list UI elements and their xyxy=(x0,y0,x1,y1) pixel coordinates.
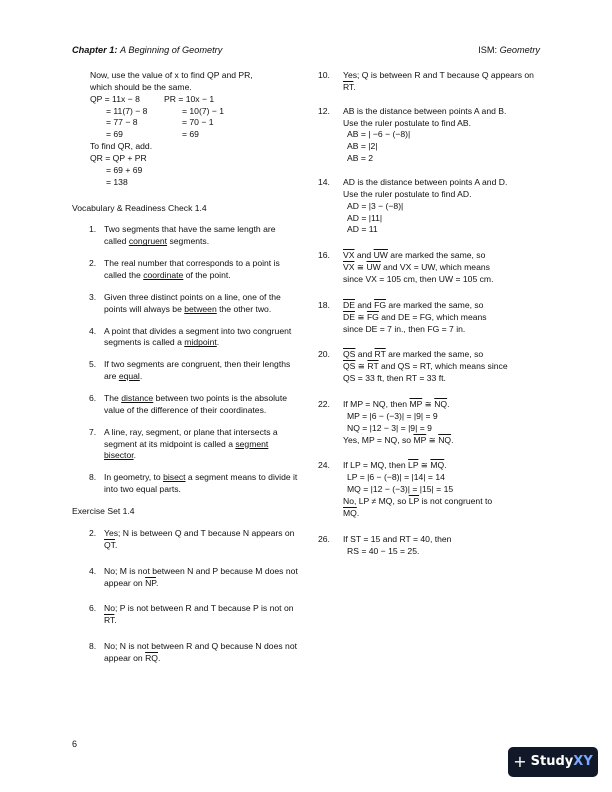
vocab-item: 8. In geometry, to bisect a segment means to divide it into two equal parts. xyxy=(89,472,298,495)
exercise-heading: Exercise Set 1.4 xyxy=(72,506,135,517)
qr-calculation: To find QR, add. QR = QP + PR = 69 + 69 = 138 xyxy=(90,141,153,187)
chapter-label: Chapter 1: xyxy=(72,45,118,55)
vocab-list xyxy=(72,224,298,496)
exercise-20: 20. $\overline{QS}$ and $\overline{RT}$ are marked the same, so $\overline{QS}$ ≅ $\overline{RT}$ and QS = RT, which means since QS = 33 ft, then RT = 33 ft. xyxy=(318,349,508,384)
qp-pr-calculation: QP = 11x − 8 PR = 10x − 1 = 11(7) − 8 = 10(7) − 1 = 77 − 8 = 70 − 1 = 69 = 69 xyxy=(90,93,225,140)
vocab-item: 7. A line, ray, segment, or plane that intersects a segment at its midpoint is called a segment bisector. xyxy=(89,426,278,461)
page-number: 6 xyxy=(72,739,78,749)
logo-text: Study xyxy=(530,754,574,770)
page-header-right xyxy=(478,44,540,57)
chapter-title: A Beginning of Geometry xyxy=(120,45,223,55)
exercise-item: 6. No; P is not between R and T because P is not on $\overline{RT}$. xyxy=(89,603,294,626)
exercise-10: 10. Yes; Q is between R and T because Q appears on $\overline{RT}$. xyxy=(318,70,534,92)
exercise-list xyxy=(72,528,298,665)
intro-text: Now, use the value of x to find QP and PR, which should be the same. xyxy=(90,70,253,92)
exercise-12: 12. AB is the distance between points A and B. Use the ruler postulate to find AB. AB = | −6 − (−8)| AB = |2| AB = 2 xyxy=(318,105,507,164)
exercise-14: 14. AD is the distance between points A and D. Use the ruler postulate to find AD. AD = |3 − (−8)| AD = |11| AD = 11 xyxy=(318,177,508,235)
vocab-item: 6. The distance between two points is the absolute value of the difference of their coordinates. xyxy=(89,393,287,415)
exercise-22: 22. If MP = NQ, then $\overline{MP}$ ≅ $\overline{NQ}$. MP = |6 − (−3)| = |9| = 9 NQ = |12 − 3| = |9| = 9 Yes, MP = NQ, so $\overline{MP}$ ≅ $\overline{NQ}$. xyxy=(318,399,454,445)
ism-title: Geometry xyxy=(499,45,540,55)
ism-label: ISM: xyxy=(478,45,498,55)
vocab-item: 2. The real number that corresponds to a point is called the coordinate of the point. xyxy=(89,258,280,281)
right-column xyxy=(318,70,546,558)
plus-icon: + xyxy=(513,751,527,771)
vocab-item: 1. Two segments that have the same length are called congruent segments. xyxy=(89,224,276,247)
left-column xyxy=(72,70,298,679)
exercise-item: 4. No; M is not between N and P because M does not appear on $\overline{NP}$. xyxy=(89,565,298,588)
page-header-left xyxy=(72,44,222,57)
exercise-18: 18. $\overline{DE}$ and $\overline{FG}$ are marked the same, so $\overline{DE}$ ≅ $\overline{FG}$ and DE = FG, which means since DE = 7 in., then FG = 7 in. xyxy=(318,299,487,334)
vocab-item: 5. If two segments are congruent, then their lengths are equal. xyxy=(89,359,291,382)
exercise-item: 8. No; N is not between R and Q because N does not appear on $\overline{RQ}$. xyxy=(89,641,297,663)
exercise-16: 16. $\overline{VX}$ and $\overline{UW}$ are marked the same, so $\overline{VX}$ ≅ $\overline{UW}$ and VX = UW, which means since VX = 105 cm, then UW = 105 cm. xyxy=(318,250,494,285)
logo-accent: XY xyxy=(573,754,593,770)
vocab-heading: Vocabulary & Readiness Check 1.4 xyxy=(72,202,207,213)
exercise-24: 24. If LP = MQ, then $\overline{LP}$ ≅ $\overline{MQ}$. LP = |6 − (−8)| = |14| = 14 MQ = |12 − (−3)| = |15| = 15 No, LP ≠ MQ, so $\overline{LP}$ is not congruent to $\overline{MQ}$. xyxy=(318,460,493,518)
vocab-item: 3. Given three distinct points on a line, one of the points will always be between the other two. xyxy=(89,291,281,314)
exercise-26: 26. If ST = 15 and RT = 40, then RS = 40 − 15 = 25. xyxy=(318,533,452,556)
vocab-item: 4. A point that divides a segment into two congruent segments is called a midpoint. xyxy=(89,325,292,348)
exercise-item: 2. Yes; N is between Q and T because N appears on $\overline{QT}$. xyxy=(89,527,295,550)
studyxy-logo xyxy=(508,747,598,777)
